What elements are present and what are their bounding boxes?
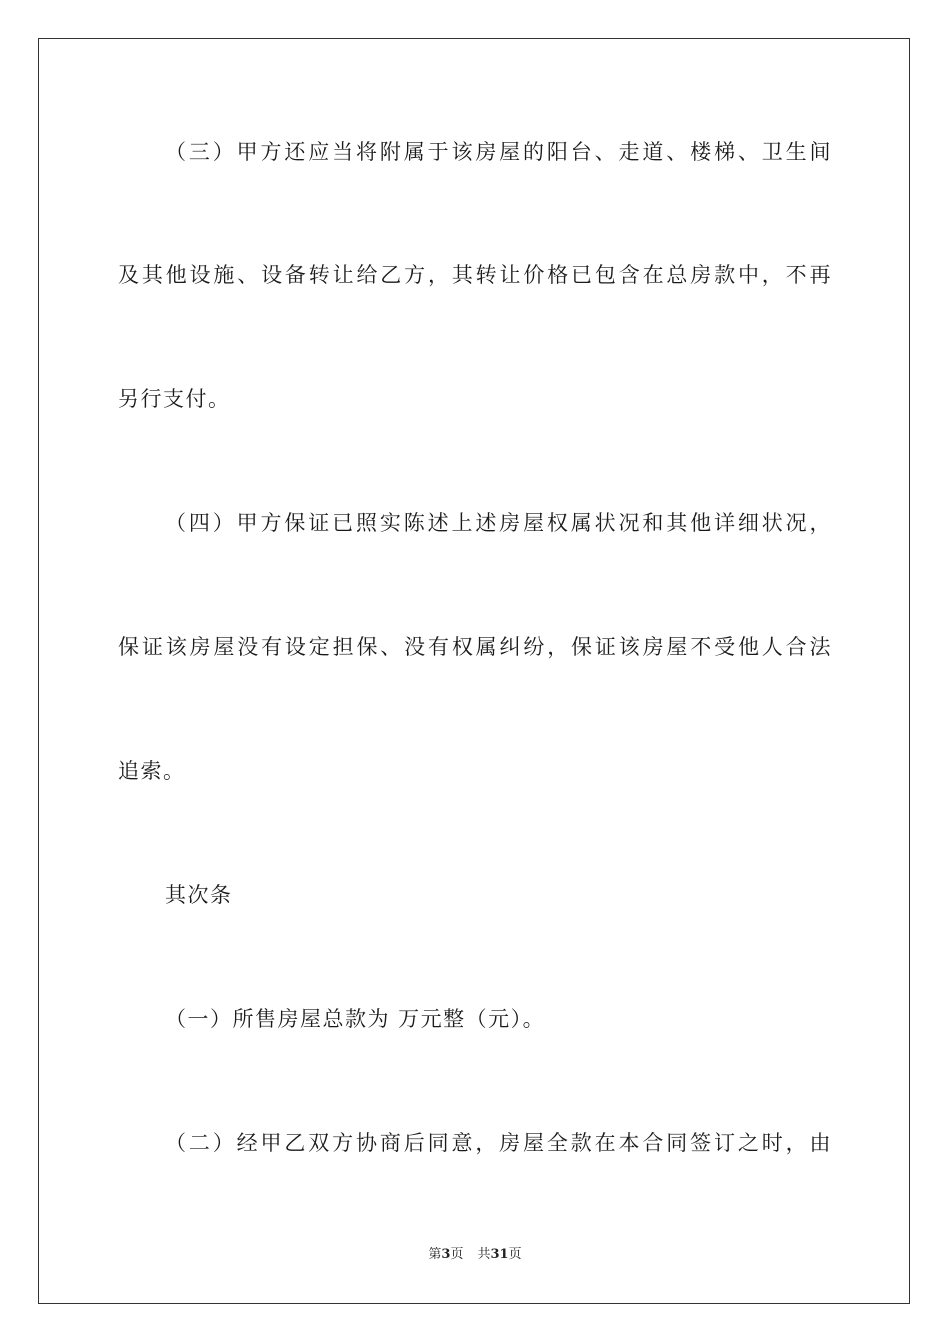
paragraph-3-line-1: （三）甲方还应当将附属于该房屋的阳台、走道、楼梯、卫生间 xyxy=(165,140,832,164)
paragraph-4-line-2: 保证该房屋没有设定担保、没有权属纠纷，保证该房屋不受他人合法 xyxy=(118,635,832,659)
footer-page-number: 3 xyxy=(441,1247,451,1262)
footer-total-pages: 31 xyxy=(490,1247,509,1262)
paragraph-3-line-2: 及其他设施、设备转让给乙方，其转让价格已包含在总房款中，不再 xyxy=(118,263,832,287)
footer-total-prefix: 共 xyxy=(477,1247,491,1262)
footer-page-suffix: 页 xyxy=(450,1247,464,1262)
section-heading: 其次条 xyxy=(165,883,233,907)
footer-total-suffix: 页 xyxy=(508,1247,522,1262)
clause-1-line-1: （一）所售房屋总款为 万元整（元）。 xyxy=(165,1007,546,1031)
footer-page-prefix: 第 xyxy=(428,1247,442,1262)
paragraph-4-line-3: 追索。 xyxy=(118,759,186,783)
paragraph-4-line-1: （四）甲方保证已照实陈述上述房屋权属状况和其他详细状况， xyxy=(165,511,832,535)
paragraph-3-line-3: 另行支付。 xyxy=(118,387,231,411)
page-footer xyxy=(0,1246,950,1264)
page-frame xyxy=(38,38,910,1304)
clause-2-line-1: （二）经甲乙双方协商后同意，房屋全款在本合同签订之时，由 xyxy=(165,1131,832,1155)
